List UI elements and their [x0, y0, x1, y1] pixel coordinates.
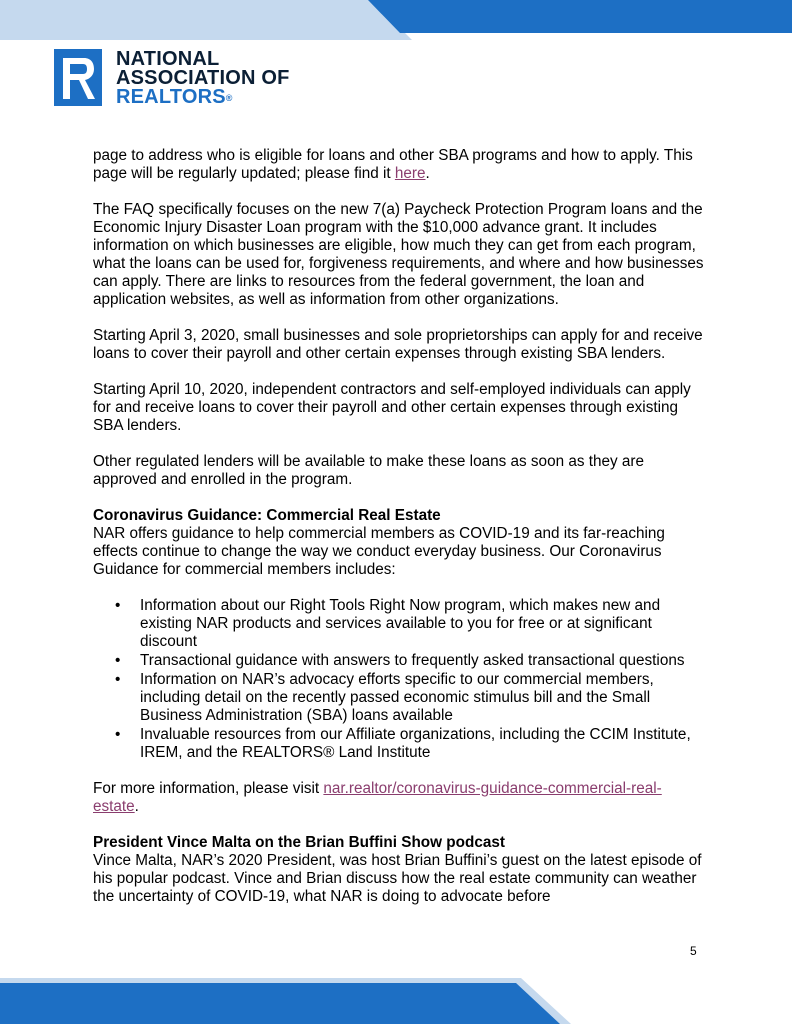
- more-info-suffix: .: [134, 798, 139, 815]
- document-body: [93, 147, 705, 906]
- paragraph-april-10: Starting April 10, 2020, independent contractors and self-employed individuals can apply for and receive loans to cover their payroll and other certain expenses through existing SBA lenders.: [93, 381, 691, 434]
- paragraph-commercial-intro: NAR offers guidance to help commercial members as COVID-19 and its far-reaching effects continue to change the way we conduct everyday business. Our Coronavirus Guidance for commercial members includes:: [93, 525, 665, 578]
- page-number: 5: [690, 944, 697, 958]
- paragraph-podcast: Vince Malta, NAR’s 2020 President, was host Brian Buffini’s guest on the latest episode of his popular podcast. Vince and Brian discuss how the real estate community can weather the uncertainty of COVID-19, what NAR is doing to advocate before: [93, 852, 702, 905]
- list-item-text: Information about our Right Tools Right Now program, which makes new and existing NAR products and services available to you for free or at significant discount: [140, 597, 661, 650]
- logo-text-national: NATIONAL: [116, 48, 220, 70]
- more-info-prefix: For more information, please visit: [93, 780, 324, 797]
- bullet-icon: •: [115, 652, 121, 669]
- realtor-r-logo-icon: [54, 49, 102, 106]
- list-item-text: Invaluable resources from our Affiliate organizations, including the CCIM Institute, IREM, and the REALTORS® Land Institute: [140, 726, 691, 761]
- list-item: [115, 726, 705, 762]
- guidance-list: [93, 597, 705, 762]
- bullet-icon: •: [115, 726, 121, 743]
- paragraph-other-lenders: Other regulated lenders will be available to make these loans as soon as they are approved and enrolled in the program.: [93, 453, 645, 488]
- list-item-text: Information on NAR’s advocacy efforts specific to our commercial members, including detail on the recently passed economic stimulus bill and the Small Business Administration (SBA) loans available: [140, 671, 654, 724]
- paragraph-april-3: Starting April 3, 2020, small businesses and sole proprietorships can apply for and receive loans to cover their payroll and other certain expenses through existing SBA lenders.: [93, 327, 703, 362]
- nar-logo: [54, 49, 294, 109]
- list-item-text: Transactional guidance with answers to frequently asked transactional questions: [140, 652, 685, 669]
- here-link[interactable]: here: [394, 165, 426, 182]
- paragraph-sba-page: [93, 147, 705, 183]
- heading-commercial-guidance: Coronavirus Guidance: Commercial Real Estate: [93, 507, 441, 524]
- list-item: [115, 597, 705, 651]
- list-item: [115, 671, 705, 725]
- registered-mark: ®: [225, 93, 233, 103]
- paragraph-sba-text: page to address who is eligible for loans and other SBA programs and how to apply. This page will be regularly updated; please find it: [93, 147, 693, 182]
- commercial-guidance-link[interactable]: nar.realtor/coronavirus-guidance-commercial-real-estate: [93, 780, 662, 815]
- logo-text-realtors: [116, 88, 233, 107]
- paragraph-sba-end: .: [425, 165, 430, 182]
- logo-text-association: ASSOCIATION OF: [116, 67, 290, 89]
- bullet-icon: •: [115, 597, 121, 614]
- logo-realtors-word: REALTORS: [116, 86, 226, 108]
- paragraph-more-info: [93, 780, 705, 816]
- header-band: [0, 0, 792, 40]
- bullet-icon: •: [115, 671, 121, 688]
- list-item: [115, 652, 705, 670]
- paragraph-faq: The FAQ specifically focuses on the new 7(a) Paycheck Protection Program loans and the Economic Injury Disaster Loan program with the $10,000 advance grant. It includes information on which businesses are eligible, how much they can get from each program, what the loans can be used for, forgiveness requirements, and where and how businesses can apply. There are links to resources from the federal government, the loan and application websites, as well as information from other organizations.: [93, 201, 704, 308]
- footer-band: [0, 978, 792, 1024]
- heading-podcast: President Vince Malta on the Brian Buffini Show podcast: [93, 834, 505, 851]
